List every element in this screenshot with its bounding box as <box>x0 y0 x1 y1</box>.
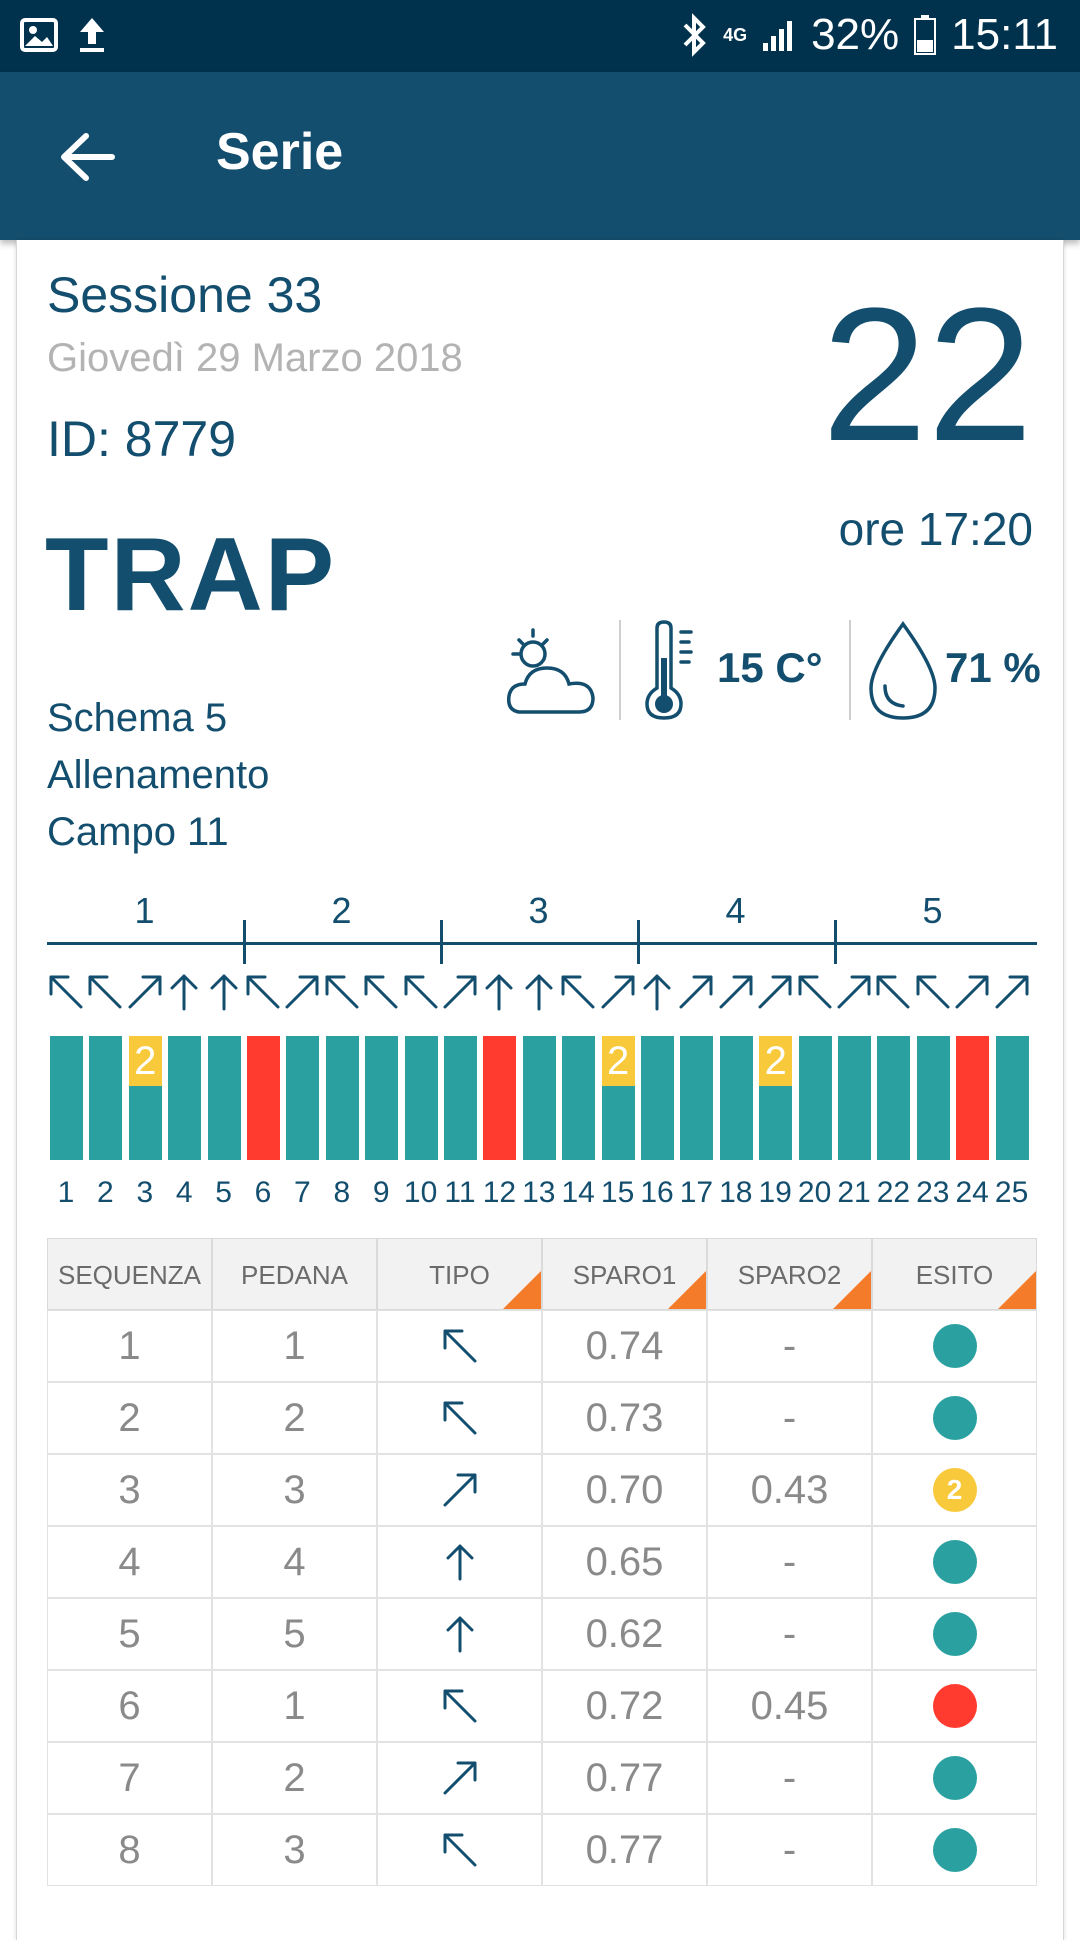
round-right-arrow-icon <box>716 972 756 1012</box>
cell-sparo2: 0.45 <box>707 1670 872 1742</box>
column-header-esito[interactable] <box>872 1238 1037 1310</box>
sort-corner-icon[interactable] <box>833 1271 871 1309</box>
round-bar <box>838 1036 871 1160</box>
round-bar <box>680 1036 713 1160</box>
cell-tipo <box>377 1598 542 1670</box>
round-number: 25 <box>994 1176 1029 1209</box>
table-header <box>47 1238 1037 1310</box>
round-number: 17 <box>679 1176 714 1209</box>
round-right-arrow-icon <box>676 972 716 1012</box>
session-type-label: Allenamento <box>47 753 270 797</box>
round-up-arrow-icon <box>164 972 204 1012</box>
cell-pedana: 3 <box>212 1814 377 1886</box>
groups-axis <box>47 942 1037 945</box>
round-bar <box>247 1036 280 1160</box>
cell-sparo2: - <box>707 1310 872 1382</box>
round-number: 2 <box>97 1176 114 1209</box>
image-notification-icon <box>20 18 58 52</box>
battery-icon <box>913 14 937 56</box>
result-hit-dot <box>933 1540 977 1584</box>
cell-tipo <box>377 1526 542 1598</box>
round-number: 8 <box>333 1176 351 1209</box>
round-left-arrow-icon <box>795 972 835 1012</box>
sort-corner-icon[interactable] <box>503 1271 541 1309</box>
table-row[interactable] <box>47 1814 1037 1886</box>
cell-sparo2: - <box>707 1526 872 1598</box>
round-bar <box>720 1036 753 1160</box>
round-number: 7 <box>294 1176 311 1209</box>
round-number: 4 <box>175 1176 193 1209</box>
session-title: Sessione 33 <box>47 267 323 323</box>
round-number: 23 <box>916 1176 950 1209</box>
round-number: 11 <box>444 1176 476 1209</box>
cell-pedana: 5 <box>212 1598 377 1670</box>
round-number: 12 <box>482 1176 517 1209</box>
schema-label: Schema 5 <box>47 696 228 740</box>
cell-esito <box>872 1310 1037 1382</box>
cell-pedana: 1 <box>212 1310 377 1382</box>
result-hit-dot <box>933 1396 977 1440</box>
group-separator <box>440 920 443 964</box>
round-bar <box>996 1036 1029 1160</box>
round-bar <box>641 1036 674 1160</box>
column-header-label: ESITO <box>915 1260 994 1290</box>
cell-seq: 6 <box>47 1670 212 1742</box>
round-number: 16 <box>640 1176 674 1209</box>
cell-sparo1: 0.62 <box>542 1598 707 1670</box>
result-hit-dot <box>933 1756 977 1800</box>
cell-sparo1: 0.72 <box>542 1670 707 1742</box>
table-row[interactable] <box>47 1670 1037 1742</box>
type-left-arrow-icon <box>440 1326 480 1366</box>
type-right-arrow-icon <box>440 1758 480 1798</box>
cell-tipo <box>377 1814 542 1886</box>
cell-seq: 5 <box>47 1598 212 1670</box>
round-number: 20 <box>797 1176 832 1209</box>
round-up-arrow-icon <box>637 972 677 1012</box>
cell-tipo <box>377 1670 542 1742</box>
partly-cloudy-icon <box>501 618 601 728</box>
app-bar <box>0 72 1080 240</box>
round-number: 6 <box>254 1176 272 1209</box>
cell-pedana: 3 <box>212 1454 377 1526</box>
group-number: 3 <box>528 890 549 931</box>
cell-esito <box>872 1526 1037 1598</box>
cell-tipo <box>377 1310 542 1382</box>
round-right-arrow-icon <box>755 972 795 1012</box>
cell-sparo2: - <box>707 1598 872 1670</box>
column-header-label: SPARO2 <box>737 1260 842 1290</box>
signal-icon <box>761 17 797 53</box>
type-up-arrow-icon <box>440 1614 480 1654</box>
table-row[interactable] <box>47 1454 1037 1526</box>
round-bar <box>365 1036 398 1160</box>
round-bar <box>444 1036 477 1160</box>
cell-tipo <box>377 1382 542 1454</box>
round-bar <box>956 1036 989 1160</box>
round-right-arrow-icon <box>282 972 322 1012</box>
round-number: 5 <box>215 1176 232 1209</box>
cell-sparo2: 0.43 <box>707 1454 872 1526</box>
cell-sparo1: 0.74 <box>542 1310 707 1382</box>
cell-tipo <box>377 1742 542 1814</box>
session-date: Giovedì 29 Marzo 2018 <box>47 336 463 380</box>
cell-tipo <box>377 1454 542 1526</box>
round-number: 1 <box>57 1176 75 1209</box>
round-left-arrow-icon <box>322 972 362 1012</box>
round-left-arrow-icon <box>401 972 441 1012</box>
clock: 15:11 <box>951 10 1058 59</box>
round-bar <box>326 1036 359 1160</box>
upload-notification-icon <box>76 16 108 54</box>
result-second-dot: 2 <box>933 1468 977 1512</box>
session-time: ore 17:20 <box>838 503 1033 555</box>
round-right-arrow-icon <box>834 972 874 1012</box>
page-title: Serie <box>216 123 344 181</box>
cell-seq: 1 <box>47 1310 212 1382</box>
round-left-arrow-icon <box>913 972 953 1012</box>
cell-esito <box>872 1382 1037 1454</box>
round-number: 3 <box>136 1176 154 1209</box>
round-right-arrow-icon <box>992 972 1032 1012</box>
round-bar <box>483 1036 516 1160</box>
column-header-label: SEQUENZA <box>57 1260 202 1290</box>
weather-separator <box>619 620 621 720</box>
back-arrow-icon[interactable] <box>52 122 122 192</box>
network-type: 4G <box>723 25 748 45</box>
round-number: 21 <box>837 1176 871 1209</box>
result-miss-dot <box>933 1684 977 1728</box>
cell-sparo2: - <box>707 1382 872 1454</box>
group-separator <box>637 920 640 964</box>
round-left-arrow-icon <box>46 972 86 1012</box>
group-number: 5 <box>922 890 943 931</box>
cell-seq: 8 <box>47 1814 212 1886</box>
group-number: 4 <box>725 890 746 931</box>
cell-sparo1: 0.77 <box>542 1742 707 1814</box>
round-bar <box>208 1036 241 1160</box>
round-right-arrow-icon <box>598 972 638 1012</box>
table-row[interactable] <box>47 1382 1037 1454</box>
cell-sparo2: - <box>707 1814 872 1886</box>
round-bar <box>562 1036 595 1160</box>
session-details <box>47 690 269 861</box>
column-header-label: TIPO <box>429 1260 490 1290</box>
round-bar <box>602 1036 635 1160</box>
cell-sparo2: - <box>707 1742 872 1814</box>
column-header-label: SPARO1 <box>572 1260 677 1290</box>
second-shot-badge: 2 <box>759 1036 792 1086</box>
cell-pedana: 2 <box>212 1382 377 1454</box>
cell-sparo1: 0.65 <box>542 1526 707 1598</box>
group-number: 1 <box>134 890 155 931</box>
cell-pedana: 2 <box>212 1742 377 1814</box>
sort-corner-icon[interactable] <box>998 1271 1036 1309</box>
cell-seq: 7 <box>47 1742 212 1814</box>
column-header-tipo[interactable] <box>377 1238 542 1310</box>
column-header-sparo1[interactable] <box>542 1238 707 1310</box>
type-left-arrow-icon <box>440 1398 480 1438</box>
temperature: 15 C° <box>717 644 823 691</box>
round-number: 13 <box>522 1176 556 1209</box>
sort-corner-icon[interactable] <box>668 1271 706 1309</box>
result-hit-dot <box>933 1612 977 1656</box>
round-right-arrow-icon <box>952 972 992 1012</box>
round-right-arrow-icon <box>125 972 165 1012</box>
group-number: 2 <box>331 890 352 931</box>
result-hit-dot <box>933 1828 977 1872</box>
table-row[interactable] <box>47 1742 1037 1814</box>
round-number: 24 <box>955 1176 989 1209</box>
round-number: 10 <box>403 1176 438 1209</box>
round-bar <box>405 1036 438 1160</box>
round-bar <box>759 1036 792 1160</box>
field-label: Campo 11 <box>47 810 229 854</box>
session-id: ID: 8779 <box>47 411 237 467</box>
round-left-arrow-icon <box>873 972 913 1012</box>
cell-sparo1: 0.77 <box>542 1814 707 1886</box>
second-shot-badge: 2 <box>602 1036 635 1086</box>
table-row[interactable] <box>47 1598 1037 1670</box>
battery-percent: 32% <box>811 10 900 59</box>
round-bar <box>799 1036 832 1160</box>
cell-esito <box>872 1598 1037 1670</box>
round-up-arrow-icon <box>204 972 244 1012</box>
humidity-drop-icon <box>863 618 943 728</box>
round-number: 9 <box>372 1176 390 1209</box>
humidity: 71 % <box>945 644 1041 691</box>
round-bar <box>168 1036 201 1160</box>
round-left-arrow-icon <box>243 972 283 1012</box>
round-number: 18 <box>719 1176 753 1209</box>
round-right-arrow-icon <box>440 972 480 1012</box>
cell-esito <box>872 1454 1037 1526</box>
group-separator <box>243 920 246 964</box>
second-shot-badge: 2 <box>129 1036 162 1086</box>
group-separator <box>834 920 837 964</box>
round-bar <box>129 1036 162 1160</box>
round-bar <box>523 1036 556 1160</box>
cell-pedana: 1 <box>212 1670 377 1742</box>
session-card <box>16 240 1064 1940</box>
column-header-sparo2[interactable] <box>707 1238 872 1310</box>
type-left-arrow-icon <box>440 1830 480 1870</box>
bluetooth-icon <box>681 13 709 57</box>
round-number: 14 <box>561 1176 595 1209</box>
cell-seq: 3 <box>47 1454 212 1526</box>
round-left-arrow-icon <box>85 972 125 1012</box>
cell-esito <box>872 1670 1037 1742</box>
round-up-arrow-icon <box>519 972 559 1012</box>
column-header-label: PEDANA <box>241 1260 348 1290</box>
status-bar <box>0 0 1080 72</box>
round-bar <box>286 1036 319 1160</box>
type-left-arrow-icon <box>440 1686 480 1726</box>
round-bar <box>89 1036 122 1160</box>
type-up-arrow-icon <box>440 1542 480 1582</box>
round-bar <box>917 1036 950 1160</box>
thermometer-icon <box>639 618 709 728</box>
weather-separator <box>849 620 851 720</box>
cell-esito <box>872 1814 1037 1886</box>
table-row[interactable] <box>47 1526 1037 1598</box>
round-number: 19 <box>758 1176 792 1209</box>
cell-esito <box>872 1742 1037 1814</box>
round-number: 15 <box>600 1176 635 1209</box>
round-bar <box>50 1036 83 1160</box>
cell-seq: 2 <box>47 1382 212 1454</box>
result-hit-dot <box>933 1324 977 1368</box>
score: 22 <box>821 269 1033 481</box>
table-row[interactable] <box>47 1310 1037 1382</box>
cell-sparo1: 0.70 <box>542 1454 707 1526</box>
cell-seq: 4 <box>47 1526 212 1598</box>
round-bar <box>877 1036 910 1160</box>
round-number: 22 <box>876 1176 911 1209</box>
column-header-sequenza <box>47 1238 212 1310</box>
cell-sparo1: 0.73 <box>542 1382 707 1454</box>
discipline: TRAP <box>45 517 337 633</box>
round-up-arrow-icon <box>479 972 519 1012</box>
round-left-arrow-icon <box>361 972 401 1012</box>
column-header-pedana <box>212 1238 377 1310</box>
type-right-arrow-icon <box>440 1470 480 1510</box>
cell-pedana: 4 <box>212 1526 377 1598</box>
round-left-arrow-icon <box>558 972 598 1012</box>
